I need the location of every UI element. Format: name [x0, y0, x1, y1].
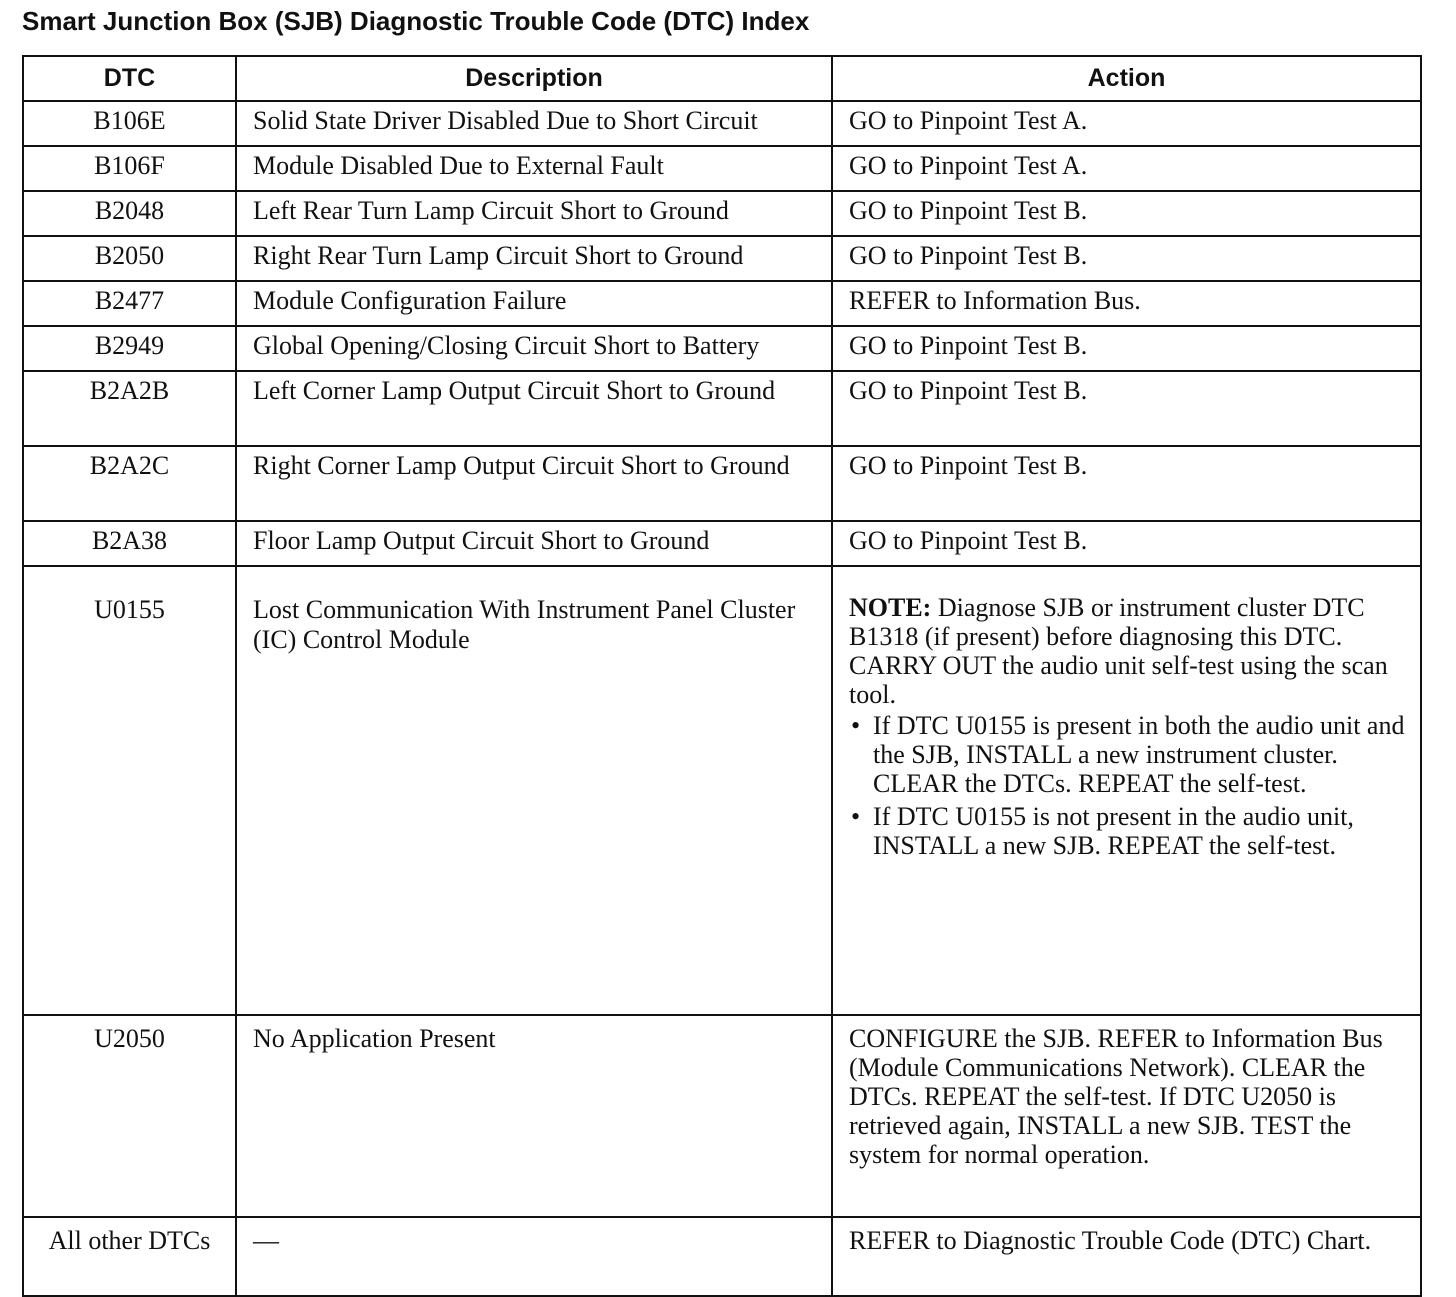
header-description: Description	[236, 56, 832, 101]
dtc-description: Module Disabled Due to External Fault	[236, 146, 832, 191]
dtc-code: All other DTCs	[23, 1217, 236, 1296]
action-step: CARRY OUT the audio unit self-test using the scan tool.	[849, 651, 1388, 709]
dtc-description: Left Rear Turn Lamp Circuit Short to Ground	[236, 191, 832, 236]
dtc-code: B106E	[23, 101, 236, 146]
dtc-code: U2050	[23, 1015, 236, 1217]
dtc-code: B2048	[23, 191, 236, 236]
dtc-description: Solid State Driver Disabled Due to Short Circuit	[236, 101, 832, 146]
table-row	[23, 101, 1421, 146]
dtc-description: Right Corner Lamp Output Circuit Short to Ground	[236, 446, 832, 521]
table-row	[23, 146, 1421, 191]
dtc-description: Floor Lamp Output Circuit Short to Ground	[236, 521, 832, 566]
table-row-u2050	[23, 1015, 1421, 1217]
dtc-action: CONFIGURE the SJB. REFER to Information Bus (Module Communications Network). CLEAR the DTCs. REPEAT the self-test. If DTC U2050 is retrieved again, INSTALL a new SJB. TEST the system for normal operation.	[832, 1015, 1421, 1217]
dtc-code: B2A2C	[23, 446, 236, 521]
note-block	[849, 593, 1406, 651]
table-row	[23, 446, 1421, 521]
dtc-action: GO to Pinpoint Test B.	[832, 371, 1421, 446]
bullet-text: If DTC U0155 is not present in the audio unit, INSTALL a new SJB. REPEAT the self-test.	[873, 802, 1354, 860]
table-row	[23, 326, 1421, 371]
dtc-action: GO to Pinpoint Test B.	[832, 236, 1421, 281]
dtc-description: Global Opening/Closing Circuit Short to Battery	[236, 326, 832, 371]
table-row	[23, 371, 1421, 446]
bullet-icon: •	[851, 802, 861, 831]
list-item	[849, 711, 1406, 798]
dtc-action: REFER to Diagnostic Trouble Code (DTC) Chart.	[832, 1217, 1421, 1296]
dtc-action: GO to Pinpoint Test B.	[832, 191, 1421, 236]
table-row	[23, 191, 1421, 236]
table-row	[23, 281, 1421, 326]
dtc-description: Lost Communication With Instrument Panel Cluster (IC) Control Module	[236, 566, 832, 1015]
bullet-icon: •	[851, 711, 861, 740]
table-row	[23, 521, 1421, 566]
header-action: Action	[832, 56, 1421, 101]
dtc-action: GO to Pinpoint Test A.	[832, 101, 1421, 146]
header-dtc: DTC	[23, 56, 236, 101]
dtc-description: —	[236, 1217, 832, 1296]
dtc-index-table	[22, 55, 1422, 1297]
dtc-code: U0155	[23, 566, 236, 1015]
dtc-action: REFER to Information Bus.	[832, 281, 1421, 326]
dtc-code: B2949	[23, 326, 236, 371]
dtc-description: No Application Present	[236, 1015, 832, 1217]
dtc-action: GO to Pinpoint Test A.	[832, 146, 1421, 191]
page-title: Smart Junction Box (SJB) Diagnostic Trouble Code (DTC) Index	[22, 6, 810, 36]
dtc-code: B2477	[23, 281, 236, 326]
table-header-row	[23, 56, 1421, 101]
dtc-code: B2A2B	[23, 371, 236, 446]
note-label: NOTE:	[849, 593, 932, 622]
action-bullet-list	[849, 711, 1406, 860]
dtc-action: GO to Pinpoint Test B.	[832, 446, 1421, 521]
dtc-code: B2A38	[23, 521, 236, 566]
dtc-description: Module Configuration Failure	[236, 281, 832, 326]
dtc-action	[832, 566, 1421, 1015]
dtc-action: GO to Pinpoint Test B.	[832, 521, 1421, 566]
dtc-code: B2050	[23, 236, 236, 281]
list-item	[849, 802, 1406, 860]
note-text: Diagnose SJB or instrument cluster DTC B1318 (if present) before diagnosing this DTC.	[849, 593, 1365, 651]
dtc-description: Right Rear Turn Lamp Circuit Short to Ground	[236, 236, 832, 281]
bullet-text: If DTC U0155 is present in both the audio unit and the SJB, INSTALL a new instrument cluster. CLEAR the DTCs. REPEAT the self-test.	[873, 711, 1405, 798]
table-row-u0155	[23, 566, 1421, 1015]
dtc-description: Left Corner Lamp Output Circuit Short to Ground	[236, 371, 832, 446]
table-row-other	[23, 1217, 1421, 1296]
dtc-code: B106F	[23, 146, 236, 191]
dtc-action: GO to Pinpoint Test B.	[832, 326, 1421, 371]
table-row	[23, 236, 1421, 281]
